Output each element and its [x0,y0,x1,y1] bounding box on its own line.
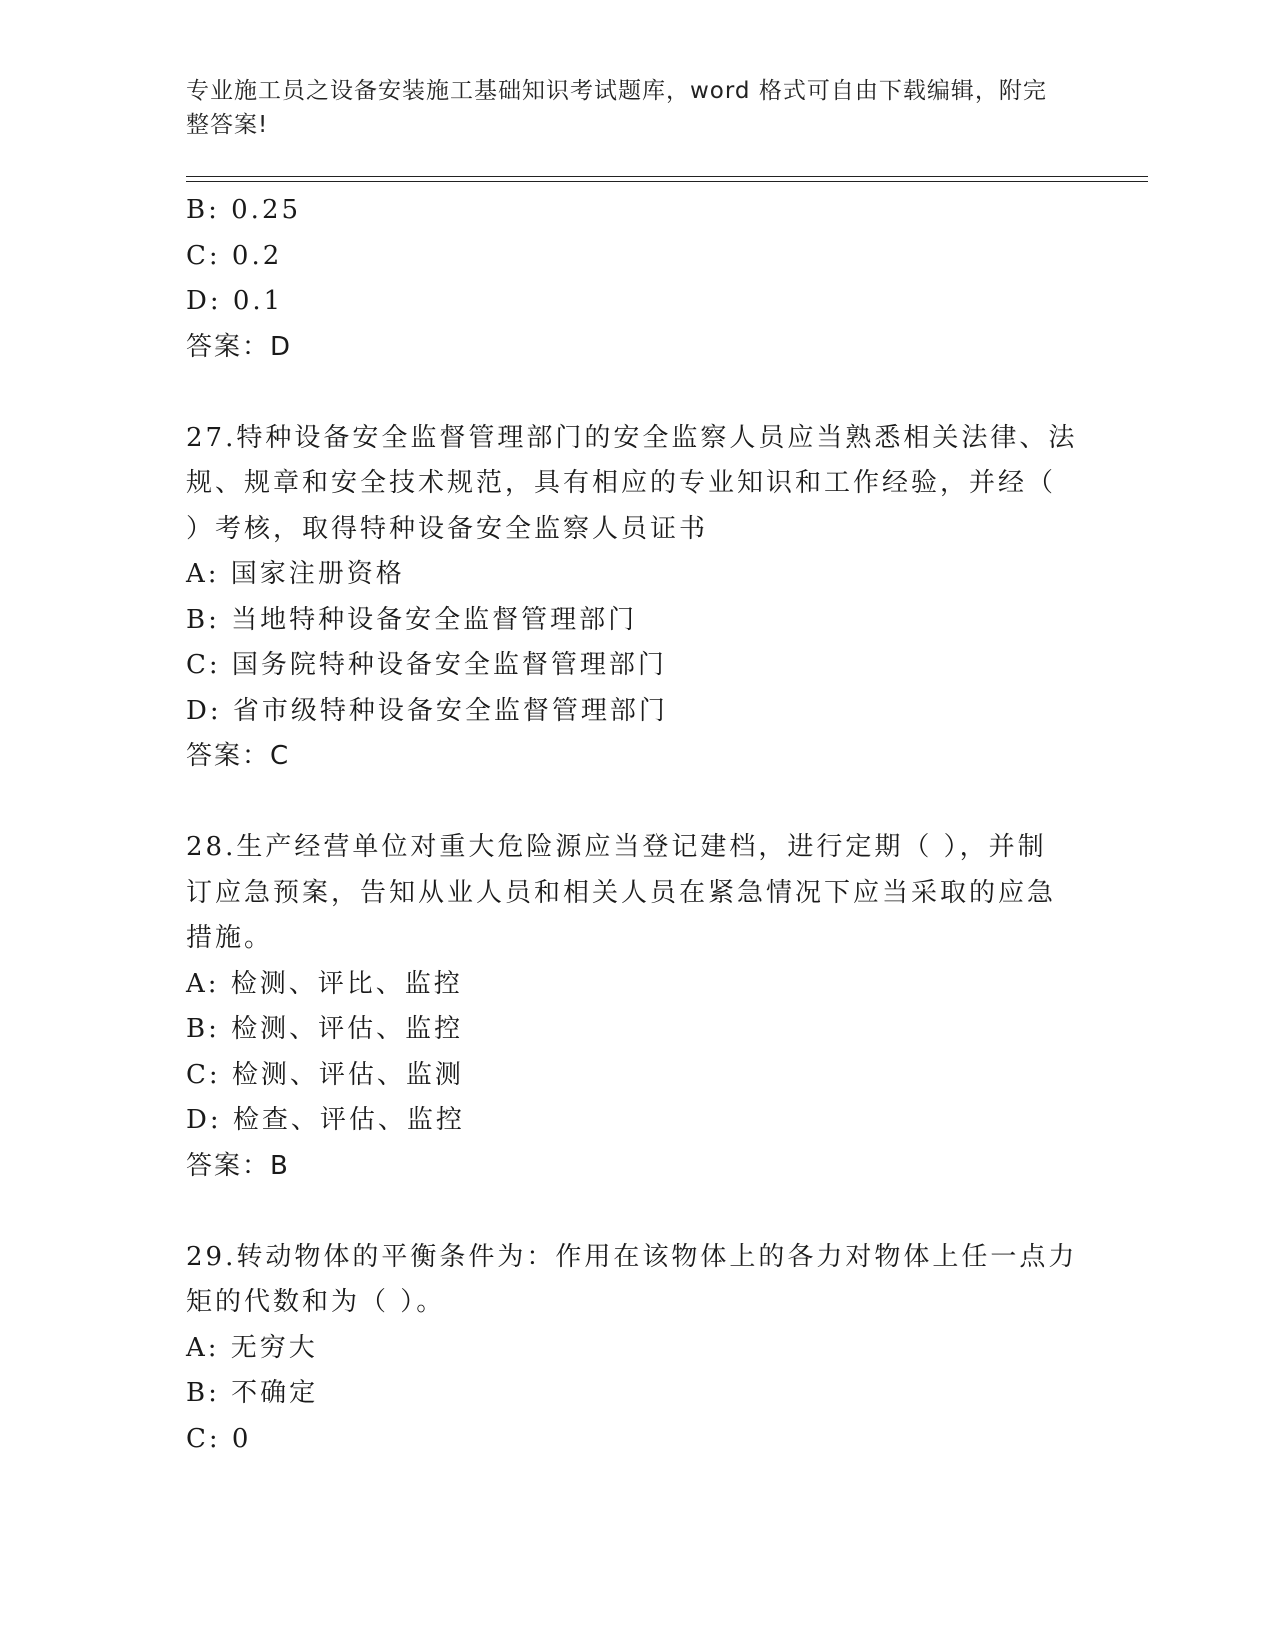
question-text-line: 27.特种设备安全监督管理部门的安全监察人员应当熟悉相关法律、法 [186,422,1078,453]
question-text-line: 订应急预案，告知从业人员和相关人员在紧急情况下应当采取的应急 [186,877,1057,908]
header-divider-bottom [186,181,1148,182]
spacer [186,780,1086,826]
document-header [186,74,1066,142]
question-content [186,188,1086,1462]
option-d: D: 省市级特种设备安全监督管理部门 [186,695,668,726]
question-text-line: 规、规章和安全技术规范，具有相应的专业知识和工作经验，并经（ [186,468,1057,498]
header-line-2: 整答案! [186,112,269,138]
question-text-line: ）考核，取得特种设备安全监察人员证书 [186,513,709,544]
option-a: A: 无穷大 [186,1332,318,1363]
option-b: B: 当地特种设备安全监督管理部门 [186,604,638,635]
spacer [186,370,1086,416]
question-29 [186,1235,1086,1463]
answer-line: 答案：C [186,741,291,771]
question-text-line: 28.生产经营单位对重大危险源应当登记建档，进行定期（ ），并制 [186,832,1047,862]
answer-line: 答案：D [186,331,293,362]
option-c: C: 国务院特种设备安全监督管理部门 [186,650,667,680]
option-d: D: 检查、评估、监控 [186,1105,465,1135]
question-27 [186,416,1086,780]
answer-line: 答案：B [186,1150,290,1181]
spacer [186,1189,1086,1235]
question-text-line: 措施。 [186,923,274,953]
option-d: D: 0.1 [186,286,284,316]
option-c: C: 0 [186,1423,252,1454]
question-text-line: 29.转动物体的平衡条件为：作用在该物体上的各力对物体上任一点力 [186,1241,1078,1272]
option-a: A: 国家注册资格 [186,559,405,589]
option-b: B: 不确定 [186,1378,319,1408]
question-text-line: 矩的代数和为（ ）。 [186,1287,446,1317]
option-b: B: 0.25 [186,195,302,225]
question-28 [186,825,1086,1189]
prev-question [186,188,1086,370]
header-divider-top [186,176,1148,177]
option-c: C: 0.2 [186,240,283,271]
header-line-1: 专业施工员之设备安装施工基础知识考试题库，word 格式可自由下载编辑，附完 [186,78,1047,104]
option-a: A: 检测、评比、监控 [186,968,463,999]
option-b: B: 检测、评估、监控 [186,1014,464,1044]
option-c: C: 检测、评估、监测 [186,1059,464,1090]
